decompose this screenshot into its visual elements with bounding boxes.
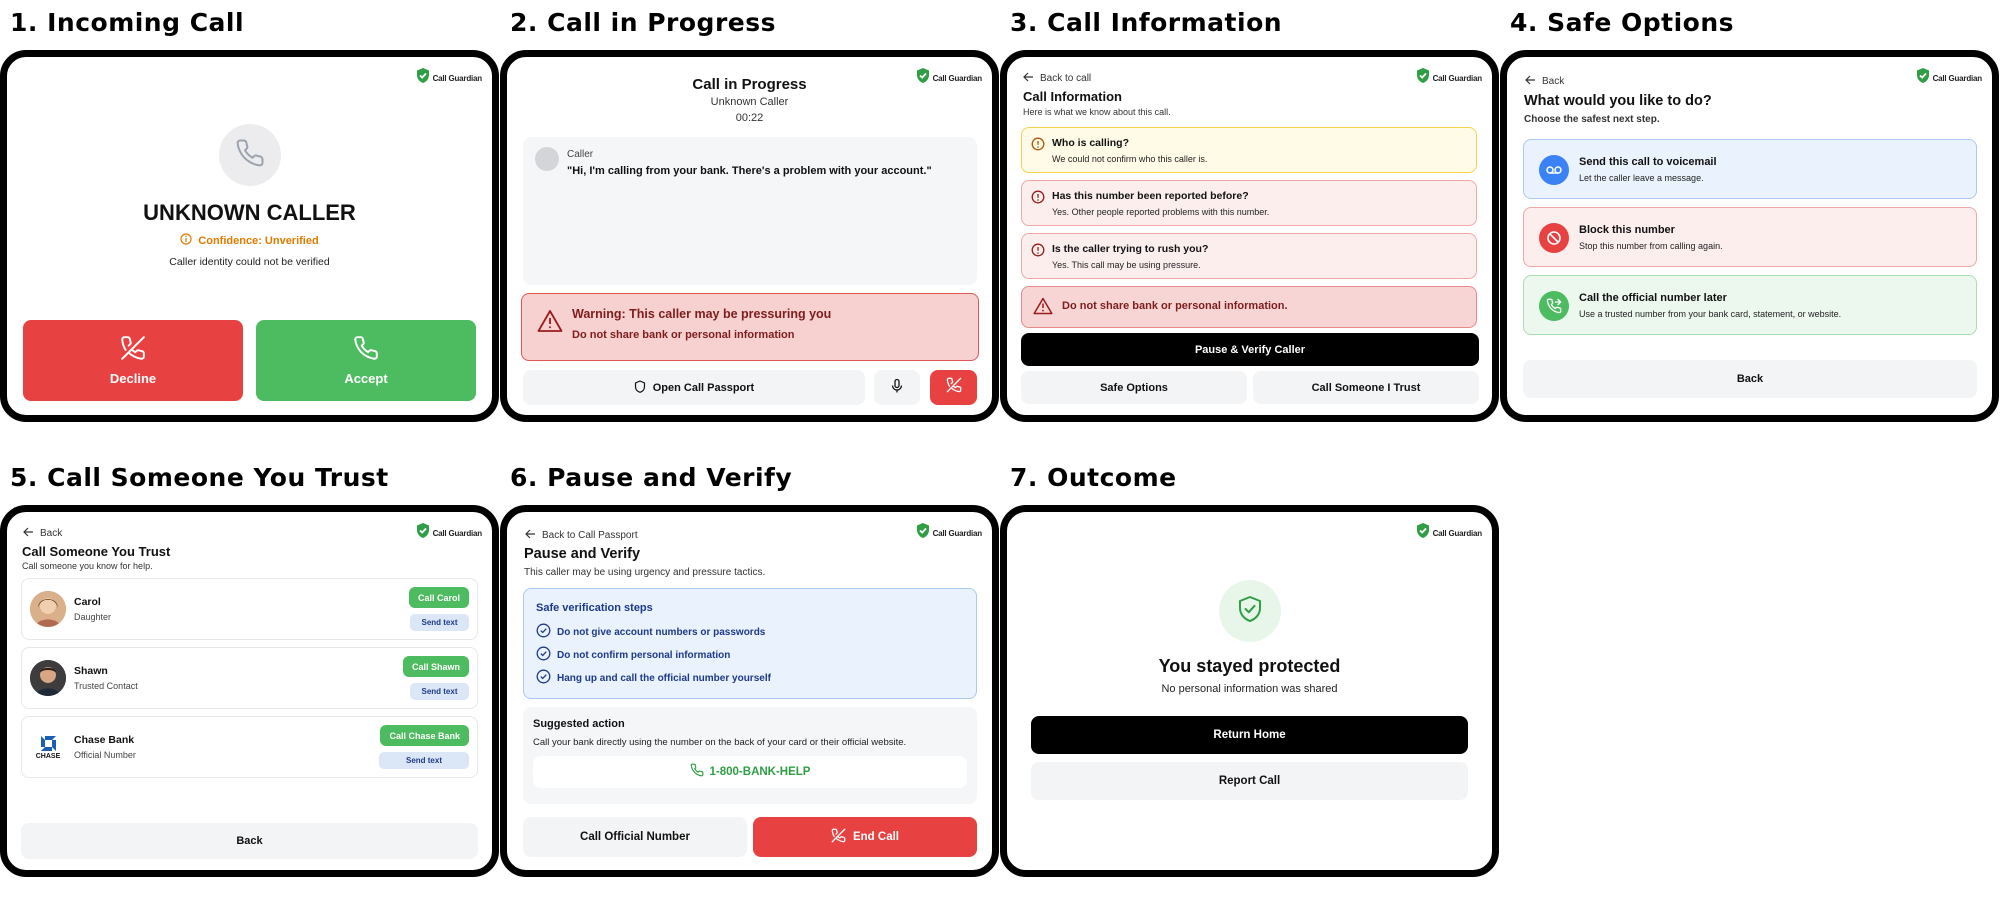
send-text-button[interactable]: Send text	[410, 614, 469, 631]
identity-note: Caller identity could not be verified	[169, 256, 330, 268]
option-subtitle: Stop this number from calling again.	[1579, 241, 1723, 251]
card-answer: Yes. This call may be using pressure.	[1052, 260, 1201, 270]
pause-subtitle: This caller may be using urgency and pressure tactics.	[524, 567, 766, 578]
phone-off-icon	[120, 335, 146, 364]
speaker-name: Caller	[567, 149, 594, 160]
back-button[interactable]: Back	[21, 823, 478, 859]
transcript-quote: "Hi, I'm calling from your bank. There's a problem with your account."	[567, 165, 932, 177]
call-timer: 00:22	[735, 112, 764, 124]
caller-label: Unknown Caller	[710, 96, 789, 108]
confidence-text: Confidence: Unverified	[198, 234, 319, 247]
panel-title-trust: 5. Call Someone You Trust	[10, 463, 389, 492]
contact-card-carol	[21, 578, 478, 640]
check-circle-icon	[536, 669, 551, 687]
trust-title: Call Someone You Trust	[22, 544, 171, 559]
suggested-action-card	[523, 707, 977, 804]
arrow-left-icon	[525, 529, 536, 542]
arrow-left-icon	[1525, 75, 1536, 88]
panel-title-options: 4. Safe Options	[1510, 8, 1735, 37]
phone-incoming-call	[0, 50, 499, 422]
share-alert-text: Do not share bank or personal information.	[1062, 300, 1288, 312]
phone-icon	[235, 138, 265, 173]
outcome-title: You stayed protected	[1158, 656, 1341, 676]
block-number-option[interactable]	[1523, 207, 1977, 267]
panel-title-pause: 6. Pause and Verify	[510, 463, 793, 492]
contact-name: Carol	[74, 596, 101, 608]
panel-title-information: 3. Call Information	[1010, 8, 1283, 37]
phone-off-icon	[946, 377, 962, 398]
outcome-subtitle: No personal information was shared	[1161, 683, 1338, 695]
block-icon	[1539, 223, 1569, 253]
brand-logo	[1415, 522, 1482, 544]
contact-role: Daughter	[74, 612, 112, 622]
shield-logo-icon	[1915, 67, 1931, 89]
back-label: Back	[40, 528, 63, 539]
warning-title: Warning: This caller may be pressuring you	[572, 307, 832, 321]
back-label: Back to Call Passport	[542, 530, 638, 541]
warning-triangle-icon	[537, 309, 563, 338]
arrow-left-icon	[23, 527, 34, 540]
end-call-button[interactable]	[753, 817, 977, 857]
step-text: Do not confirm personal information	[557, 649, 731, 661]
pause-title: Pause and Verify	[524, 546, 641, 562]
shield-check-icon	[1237, 595, 1263, 628]
call-title: Call in Progress	[692, 76, 807, 93]
phone-call-information	[1000, 50, 1499, 422]
send-text-button[interactable]: Send text	[410, 683, 469, 700]
decline-button[interactable]	[23, 320, 243, 401]
panel-title-incoming: 1. Incoming Call	[10, 8, 245, 37]
info-card-who	[1021, 127, 1477, 173]
phone-outcome	[1000, 505, 1499, 877]
card-answer: We could not confirm who this caller is.	[1052, 154, 1208, 164]
back-link[interactable]	[23, 527, 62, 540]
back-label: Back	[1542, 76, 1565, 87]
options-title: What would you like to do?	[1524, 93, 1712, 109]
alert-circle-icon	[1031, 243, 1045, 262]
alert-circle-icon	[1031, 137, 1045, 156]
phone-off-icon	[831, 828, 846, 846]
contact-photo	[30, 591, 66, 627]
contact-name: Shawn	[74, 665, 108, 677]
caller-name: UNKNOWN CALLER	[143, 200, 356, 225]
check-circle-icon	[536, 646, 551, 664]
suggest-text: Call your bank directly using the number on the back of your card or their official website.	[533, 737, 907, 748]
contact-role: Trusted Contact	[74, 681, 138, 691]
brand-name: Call Guardian	[932, 73, 982, 83]
phone-pause-verify	[500, 505, 999, 877]
call-official-number-button[interactable]: Call Official Number	[523, 817, 747, 857]
call-trusted-button[interactable]: Call Someone I Trust	[1253, 371, 1479, 404]
microphone-button[interactable]	[874, 370, 920, 405]
transcript-card	[523, 137, 977, 285]
step-item	[536, 669, 771, 687]
official-number: 1-800-BANK-HELP	[709, 766, 811, 778]
end-call-label: End Call	[852, 831, 899, 843]
info-circle-icon	[180, 233, 192, 248]
safe-options-button[interactable]: Safe Options	[1021, 371, 1247, 404]
return-home-button[interactable]: Return Home	[1031, 716, 1468, 754]
microphone-icon	[890, 378, 904, 397]
back-link[interactable]	[1525, 75, 1564, 88]
chase-logo-text: CHASE	[35, 752, 61, 760]
end-call-button[interactable]	[930, 370, 977, 405]
open-call-passport-button[interactable]	[523, 370, 865, 405]
phone-forward-icon	[1539, 291, 1569, 321]
accept-button[interactable]	[256, 320, 476, 401]
brand-logo	[415, 67, 482, 89]
phone-icon	[353, 335, 379, 364]
panel-title-progress: 2. Call in Progress	[510, 8, 776, 37]
option-subtitle: Use a trusted number from your bank card, statement, or website.	[1579, 309, 1842, 319]
step-text: Hang up and call the official number yourself	[557, 672, 771, 684]
step-item	[536, 646, 730, 664]
pause-verify-button[interactable]: Pause & Verify Caller	[1021, 333, 1479, 366]
contact-card-chase-bank	[21, 716, 478, 778]
brand-logo	[415, 522, 482, 544]
protected-badge	[1219, 580, 1281, 642]
card-question: Is the caller trying to rush you?	[1052, 243, 1209, 255]
brand-name: Call Guardian	[1432, 73, 1482, 83]
shield-logo-icon	[915, 522, 931, 544]
phone-call-someone-trust	[0, 505, 499, 877]
info-card-reported	[1021, 180, 1477, 226]
back-label: Back to call	[1040, 73, 1092, 84]
brand-name: Call Guardian	[1932, 73, 1982, 83]
check-circle-icon	[536, 623, 551, 641]
suggest-title: Suggested action	[533, 718, 625, 730]
call-chase-bank-button[interactable]: Call Chase Bank	[380, 725, 469, 746]
warning-triangle-icon	[1033, 297, 1053, 320]
brand-name: Call Guardian	[432, 528, 482, 538]
shield-logo-icon	[415, 522, 431, 544]
voicemail-option[interactable]	[1523, 139, 1977, 199]
report-call-button[interactable]: Report Call	[1031, 762, 1468, 800]
brand-logo	[1915, 67, 1982, 89]
pressure-warning	[521, 293, 979, 361]
contact-card-shawn	[21, 647, 478, 709]
contact-role: Official Number	[74, 750, 136, 760]
passport-label: Open Call Passport	[652, 381, 755, 394]
alert-circle-icon	[1031, 190, 1045, 209]
panel-title-outcome: 7. Outcome	[1010, 463, 1177, 492]
speaker-avatar	[535, 147, 559, 171]
call-carol-button[interactable]: Call Carol	[409, 587, 469, 608]
brand-name: Call Guardian	[432, 73, 482, 83]
trust-subtitle: Call someone you know for help.	[22, 561, 153, 571]
step-item	[536, 623, 765, 641]
phone-call-in-progress	[500, 50, 999, 422]
back-button[interactable]: Back	[1523, 360, 1977, 398]
arrow-left-icon	[1023, 72, 1034, 85]
contact-photo	[30, 660, 66, 696]
decline-label: Decline	[109, 371, 157, 386]
shield-logo-icon	[1415, 522, 1431, 544]
back-to-passport-link[interactable]	[525, 529, 638, 542]
call-official-later-option[interactable]	[1523, 275, 1977, 335]
share-alert	[1021, 286, 1477, 328]
card-answer: Yes. Other people reported problems with this number.	[1052, 207, 1270, 217]
call-shawn-button[interactable]: Call Shawn	[403, 656, 469, 677]
option-subtitle: Let the caller leave a message.	[1579, 173, 1704, 183]
accept-label: Accept	[344, 371, 388, 386]
card-question: Has this number been reported before?	[1052, 190, 1249, 202]
confidence-badge	[7, 233, 492, 248]
brand-name: Call Guardian	[1432, 528, 1482, 538]
official-number-link[interactable]	[533, 756, 967, 788]
phone-safe-options	[1500, 50, 1999, 422]
brand-logo	[1415, 67, 1482, 89]
shield-logo-icon	[1415, 67, 1431, 89]
voicemail-icon	[1539, 155, 1569, 185]
shield-icon	[634, 380, 646, 396]
info-subtitle: Here is what we know about this call.	[1023, 107, 1171, 117]
contact-name: Chase Bank	[74, 734, 135, 746]
option-title: Send this call to voicemail	[1579, 156, 1717, 168]
step-text: Do not give account numbers or passwords	[557, 626, 766, 638]
info-title: Call Information	[1023, 89, 1122, 104]
brand-logo	[915, 522, 982, 544]
chase-logo	[30, 729, 66, 765]
option-title: Call the official number later	[1579, 292, 1727, 304]
caller-avatar	[219, 124, 281, 186]
verification-steps-card	[523, 588, 977, 699]
phone-icon	[690, 763, 704, 782]
info-card-rush	[1021, 233, 1477, 279]
options-subtitle: Choose the safest next step.	[1524, 114, 1660, 125]
card-question: Who is calling?	[1052, 137, 1130, 149]
warning-subtitle: Do not share bank or personal information	[572, 329, 795, 341]
steps-title: Safe verification steps	[536, 602, 653, 614]
option-title: Block this number	[1579, 224, 1675, 236]
send-text-button[interactable]: Send text	[379, 752, 469, 769]
shield-logo-icon	[415, 67, 431, 89]
back-to-call-link[interactable]	[1023, 72, 1091, 85]
brand-name: Call Guardian	[932, 528, 982, 538]
